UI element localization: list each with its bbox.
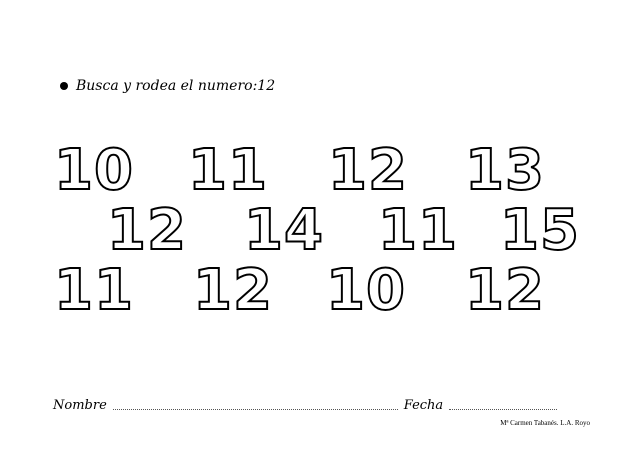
bullet-icon — [60, 82, 68, 90]
number-item[interactable]: 14 — [244, 198, 324, 263]
instruction-text: Busca y rodea el numero:12 — [76, 78, 276, 94]
author-credit: Mª Carmen Tabanés. L.A. Royo — [500, 419, 590, 427]
number-item[interactable]: 13 — [465, 138, 545, 203]
number-item[interactable]: 10 — [54, 138, 134, 203]
instruction — [60, 78, 275, 94]
number-item[interactable]: 11 — [378, 198, 458, 263]
number-item[interactable]: 12 — [107, 198, 187, 263]
number-item[interactable]: 12 — [328, 138, 408, 203]
number-item[interactable]: 11 — [54, 258, 134, 323]
name-label: Nombre — [53, 398, 107, 413]
date-label: Fecha — [403, 398, 444, 413]
date-field[interactable] — [449, 399, 557, 410]
footer-fields — [53, 398, 593, 413]
number-item[interactable]: 12 — [465, 258, 545, 323]
number-item[interactable]: 11 — [188, 138, 268, 203]
name-field[interactable] — [113, 399, 398, 410]
number-item[interactable]: 10 — [326, 258, 406, 323]
number-item[interactable]: 15 — [500, 198, 580, 263]
number-item[interactable]: 12 — [193, 258, 273, 323]
